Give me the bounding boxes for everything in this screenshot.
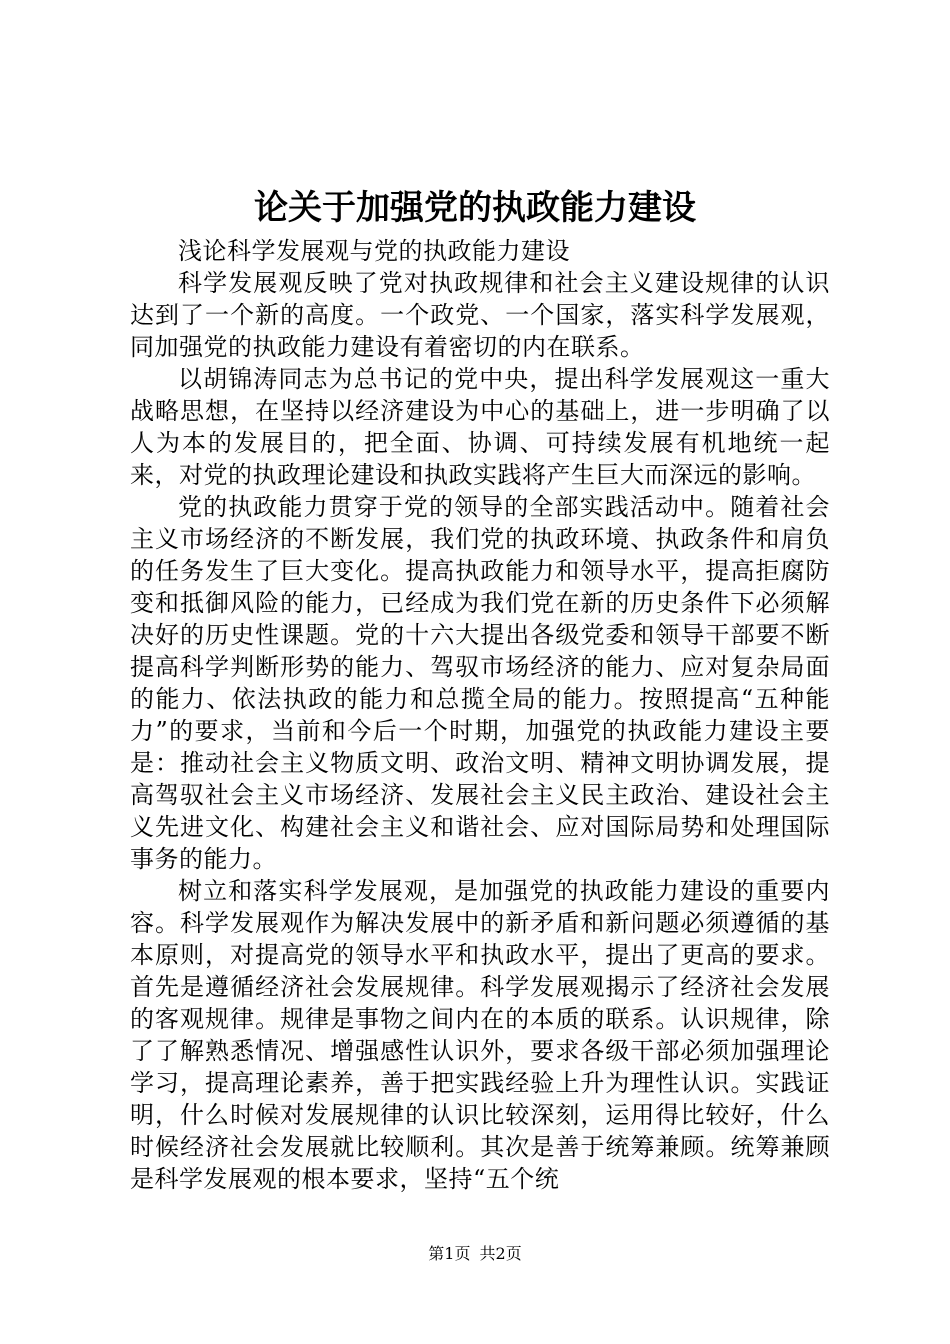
page-footer: [0, 1242, 950, 1266]
page-number: 第1页: [428, 1244, 471, 1263]
paragraph: 树立和落实科学发展观，是加强党的执政能力建设的重要内容。科学发展观作为解决发展中的新矛盾和新问题必须遵循的基本原则，对提高党的领导水平和执政水平，提出了更高的要求。首先是遵循经济社会发展规律。科学发展观揭示了经济社会发展的客观规律。规律是事物之间内在的本质的联系。认识规律，除了了解熟悉情况、增强感性认识外，要求各级干部必须加强理论学习，提高理论素养，善于把实践经验上升为理性认识。实践证明，什么时候对发展规律的认识比较深刻，运用得比较好，什么时候经济社会发展就比较顺利。其次是善于统筹兼顾。统筹兼顾是科学发展观的根本要求，坚持“五个统: [130, 877, 830, 1193]
paragraph-subtitle: 浅论科学发展观与党的执政能力建设: [178, 237, 570, 265]
paragraph: 党的执政能力贯穿于党的领导的全部实践活动中。随着社会主义市场经济的不断发展，我们党的执政环境、执政条件和肩负的任务发生了巨大变化。提高执政能力和领导水平，提高拒腐防变和抵御风险的能力，已经成为我们党在新的历史条件下必须解决好的历史性课题。党的十六大提出各级党委和领导干部要不断提高科学判断形势的能力、驾驭市场经济的能力、应对复杂局面的能力、依法执政的能力和总揽全局的能力。按照提高“五种能力”的要求，当前和今后一个时期，加强党的执政能力建设主要是：推动社会主义物质文明、政治文明、精神文明协调发展，提高驾驭社会主义市场经济、发展社会主义民主政治、建设社会主义先进文化、构建社会主义和谐社会、应对国际局势和处理国际事务的能力。: [130, 493, 830, 873]
document-body: [130, 235, 830, 1195]
paragraph: 以胡锦涛同志为总书记的党中央，提出科学发展观这一重大战略思想，在坚持以经济建设为中心的基础上，进一步明确了以人为本的发展目的，把全面、协调、可持续发展有机地统一起来，对党的执政理论建设和执政实践将产生巨大而深远的影响。: [130, 365, 830, 489]
paragraph: 科学发展观反映了党对执政规律和社会主义建设规律的认识达到了一个新的高度。一个政党、一个国家，落实科学发展观，同加强党的执政能力建设有着密切的内在联系。: [130, 269, 830, 361]
page-total: 共2页: [479, 1244, 522, 1263]
document-title: 论关于加强党的执政能力建设: [254, 188, 696, 228]
